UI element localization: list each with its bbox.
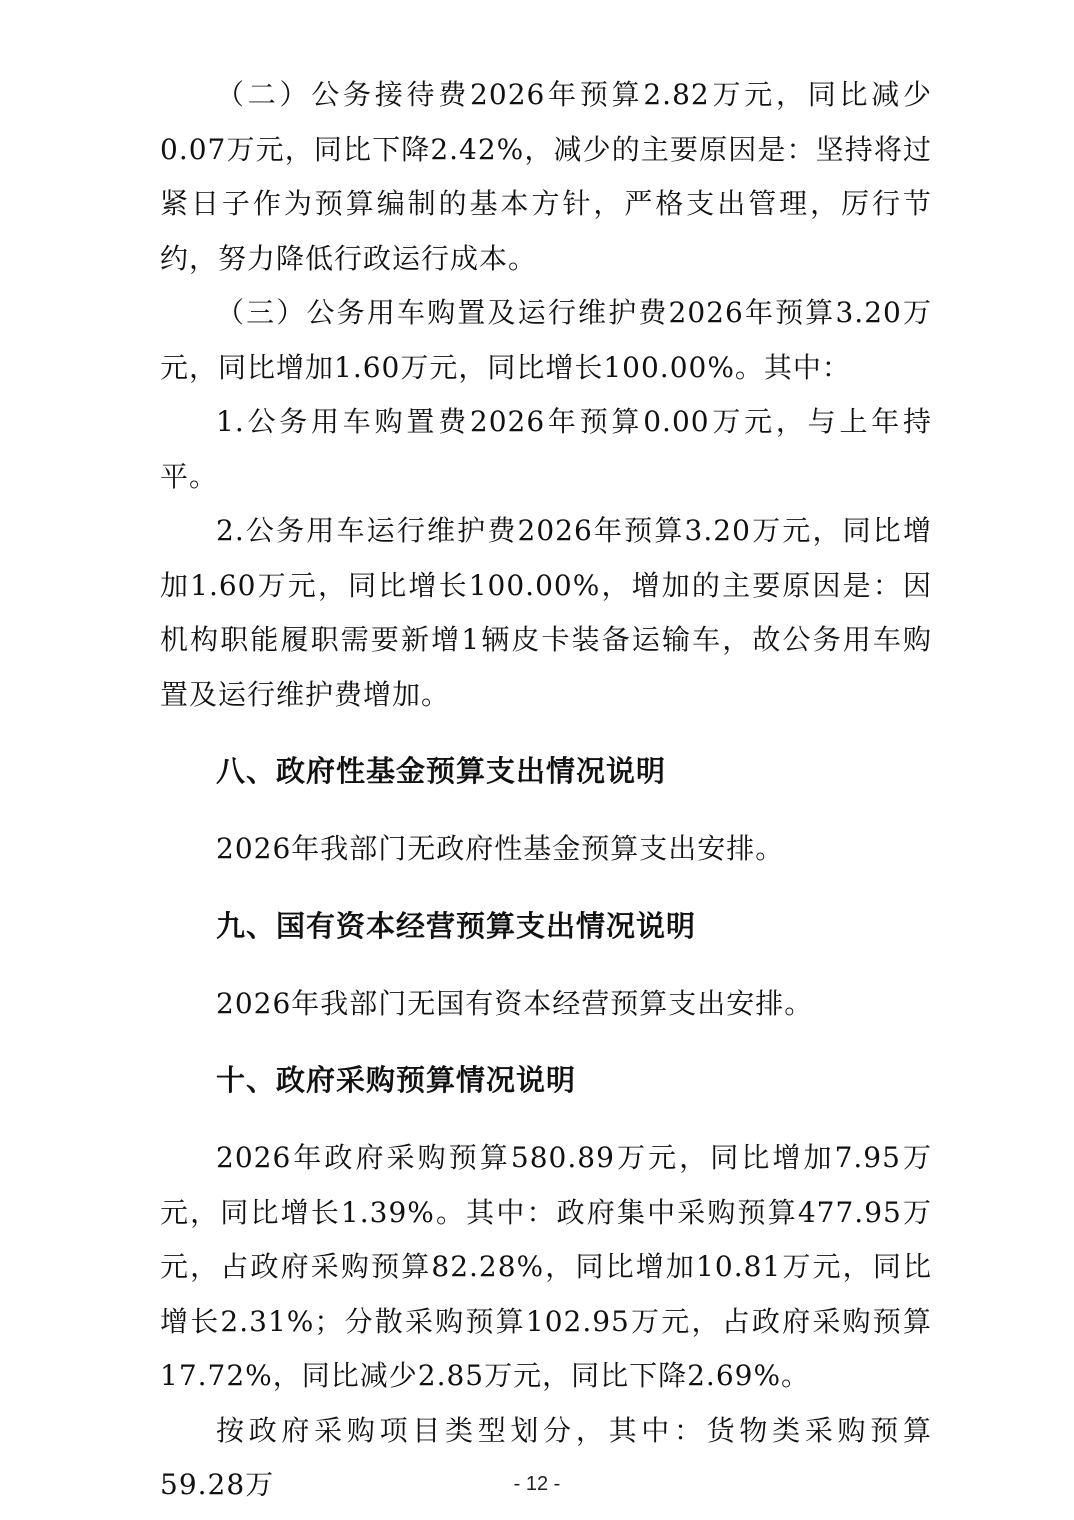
section-heading-government-fund: 八、政府性基金预算支出情况说明 (216, 754, 667, 788)
paragraph-state-capital: 2026年我部门无国有资本经营预算支出安排。 (216, 986, 814, 1020)
paragraph-procurement-types: 按政府采购项目类型划分，其中：货物类采购预算59.28万 (160, 1413, 932, 1501)
paragraph-government-fund: 2026年我部门无政府性基金预算支出安排。 (216, 832, 785, 865)
paragraph-vehicle-purchase: 1.公务用车购置费2026年预算0.00万元，与上年持平。 (160, 405, 932, 493)
paragraph-procurement-summary: 2026年政府采购预算580.89万元，同比增加7.95万元，同比增长1.39%。其中：政府集中采购预算477.95万元，占政府采购预算82.28%，同比增加10.81万元，同比增长2.31%；分散采购预算102.95万元，占政府采购预算17.72%，同比减少2.85万元，同比下降2.69%。 (160, 1141, 932, 1392)
paragraph-vehicle-maintenance: 2.公务用车运行维护费2026年预算3.20万元，同比增加1.60万元，同比增长100.00%，增加的主要原因是：因机构职能履职需要新增1辆皮卡装备运输车，故公务用车购置及运行维护费增加。 (160, 514, 932, 711)
page-content (160, 68, 932, 1513)
paragraph-reception-fee: （二）公务接待费2026年预算2.82万元，同比减少0.07万元，同比下降2.42%，减少的主要原因是：坚持将过紧日子作为预算编制的基本方针，严格支出管理，厉行节约，努力降低行政运行成本。 (160, 78, 932, 275)
section-heading-procurement: 十、政府采购预算情况说明 (216, 1063, 577, 1097)
section-heading-state-capital: 九、国有资本经营预算支出情况说明 (216, 908, 697, 943)
page-number: - 12 - (513, 1473, 561, 1495)
paragraph-vehicle-fee: （三）公务用车购置及运行维护费2026年预算3.20万元，同比增加1.60万元，同比增长100.00%。其中： (160, 296, 932, 384)
